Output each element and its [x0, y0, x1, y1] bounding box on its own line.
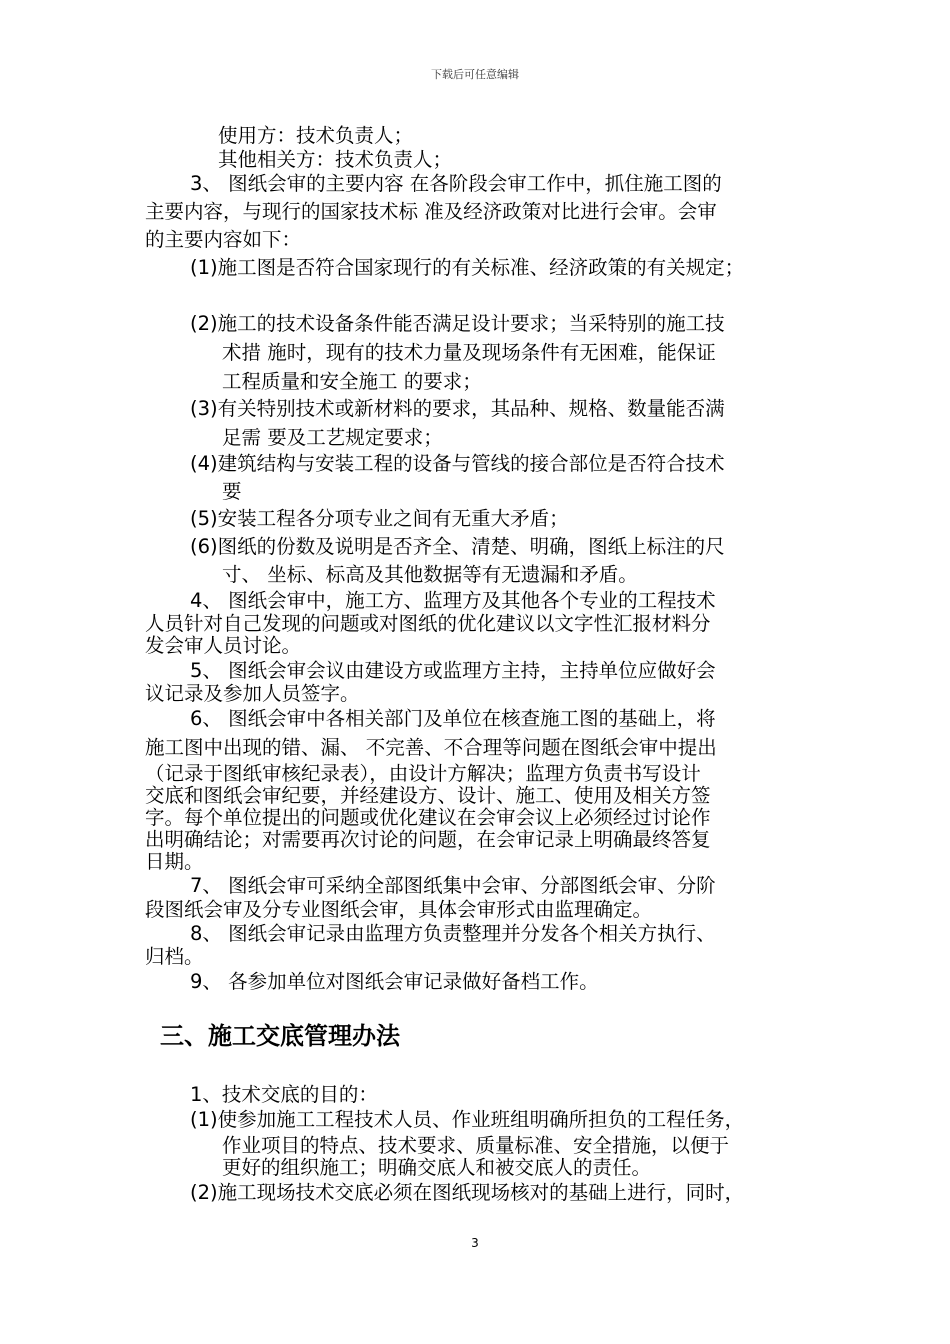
text-line: (1)使参加施工工程技术人员、作业班组明确所担负的工程任务， [190, 1108, 745, 1131]
text-line: 4、 图纸会审中，施工方、监理方及其他各个专业的工程技术 [190, 589, 716, 612]
text-line: 6、 图纸会审中各相关部门及单位在核查施工图的基础上，将 [190, 707, 716, 730]
header-note: 下载后可任意编辑 [431, 68, 519, 81]
text-line: 发会审人员讨论。 [145, 634, 302, 657]
text-line: 议记录及参加人员签字。 [145, 682, 360, 705]
text-line: 7、 图纸会审可采纳全部图纸集中会审、分部图纸会审、分阶 [190, 874, 716, 897]
text-line: 日期。 [145, 850, 204, 873]
text-line: 8、 图纸会审记录由监理方负责整理并分发各个相关方执行、 [190, 922, 716, 945]
text-line: 1、技术交底的目的： [190, 1083, 378, 1106]
text-line: 9、 各参加单位对图纸会审记录做好备档工作。 [190, 970, 599, 993]
section-heading: 三、施工交底管理办法 [160, 1022, 400, 1050]
page-number: 3 [471, 1236, 479, 1250]
text-line: 5、 图纸会审会议由建设方或监理方主持，主持单位应做好会 [190, 659, 716, 682]
text-line: 段图纸会审及分专业图纸会审，具体会审形式由监理确定。 [145, 898, 653, 921]
text-line: （记录于图纸审核纪录表），由设计方解决；监理方负责书写设计 [145, 762, 701, 785]
text-line: (4)建筑结构与安装工程的设备与管线的接合部位是否符合技术 [190, 452, 725, 475]
text-line: 主要内容，与现行的国家技术标 准及经济政策对比进行会审。会审 [145, 200, 717, 223]
text-line: (3)有关特别技术或新材料的要求，其品种、规格、数量能否满 [190, 397, 725, 420]
text-line: (5)安装工程各分项专业之间有无重大矛盾； [190, 507, 569, 530]
text-line: 更好的组织施工；明确交底人和被交底人的责任。 [222, 1156, 652, 1179]
text-line: 其他相关方：技术负责人； [218, 148, 453, 171]
text-line: 术措 施时，现有的技术力量及现场条件有无困难，能保证 [222, 341, 716, 364]
text-line: 工程质量和安全施工 的要求； [222, 370, 482, 393]
text-line: 3、 图纸会审的主要内容 在各阶段会审工作中，抓住施工图的 [190, 172, 722, 195]
text-line: (6)图纸的份数及说明是否齐全、清楚、明确，图纸上标注的尺 [190, 535, 725, 558]
text-line: (2)施工的技术设备条件能否满足设计要求；当采特别的施工技 [190, 312, 725, 335]
text-line: 足需 要及工艺规定要求； [222, 426, 443, 449]
text-line: 字。每个单位提出的问题或优化建议在会审会议上必须经过讨论作 [145, 806, 711, 829]
text-line: 归档。 [145, 945, 204, 968]
text-line: 使用方：技术负责人； [218, 124, 414, 147]
text-line: 出明确结论；对需要再次讨论的问题，在会审记录上明确最终答复 [145, 828, 711, 851]
text-line: 交底和图纸会审纪要，并经建设方、设计、施工、使用及相关方签 [145, 784, 711, 807]
text-line: 寸、 坐标、标高及其他数据等有无遗漏和矛盾。 [222, 563, 638, 586]
text-line: 施工图中出现的错、漏、 不完善、不合理等问题在图纸会审中提出 [145, 736, 717, 759]
text-line: 要 [222, 480, 242, 503]
text-line: (2)施工现场技术交底必须在图纸现场核对的基础上进行，同时， [190, 1181, 745, 1204]
text-line: 作业项目的特点、技术要求、质量标准、安全措施，以便于 [222, 1134, 730, 1157]
text-line: 的主要内容如下： [145, 228, 302, 251]
text-line: 人员针对自己发现的问题或对图纸的优化建议以文字性汇报材料分 [145, 612, 711, 635]
text-line: (1)施工图是否符合国家现行的有关标准、经济政策的有关规定； [190, 256, 745, 279]
